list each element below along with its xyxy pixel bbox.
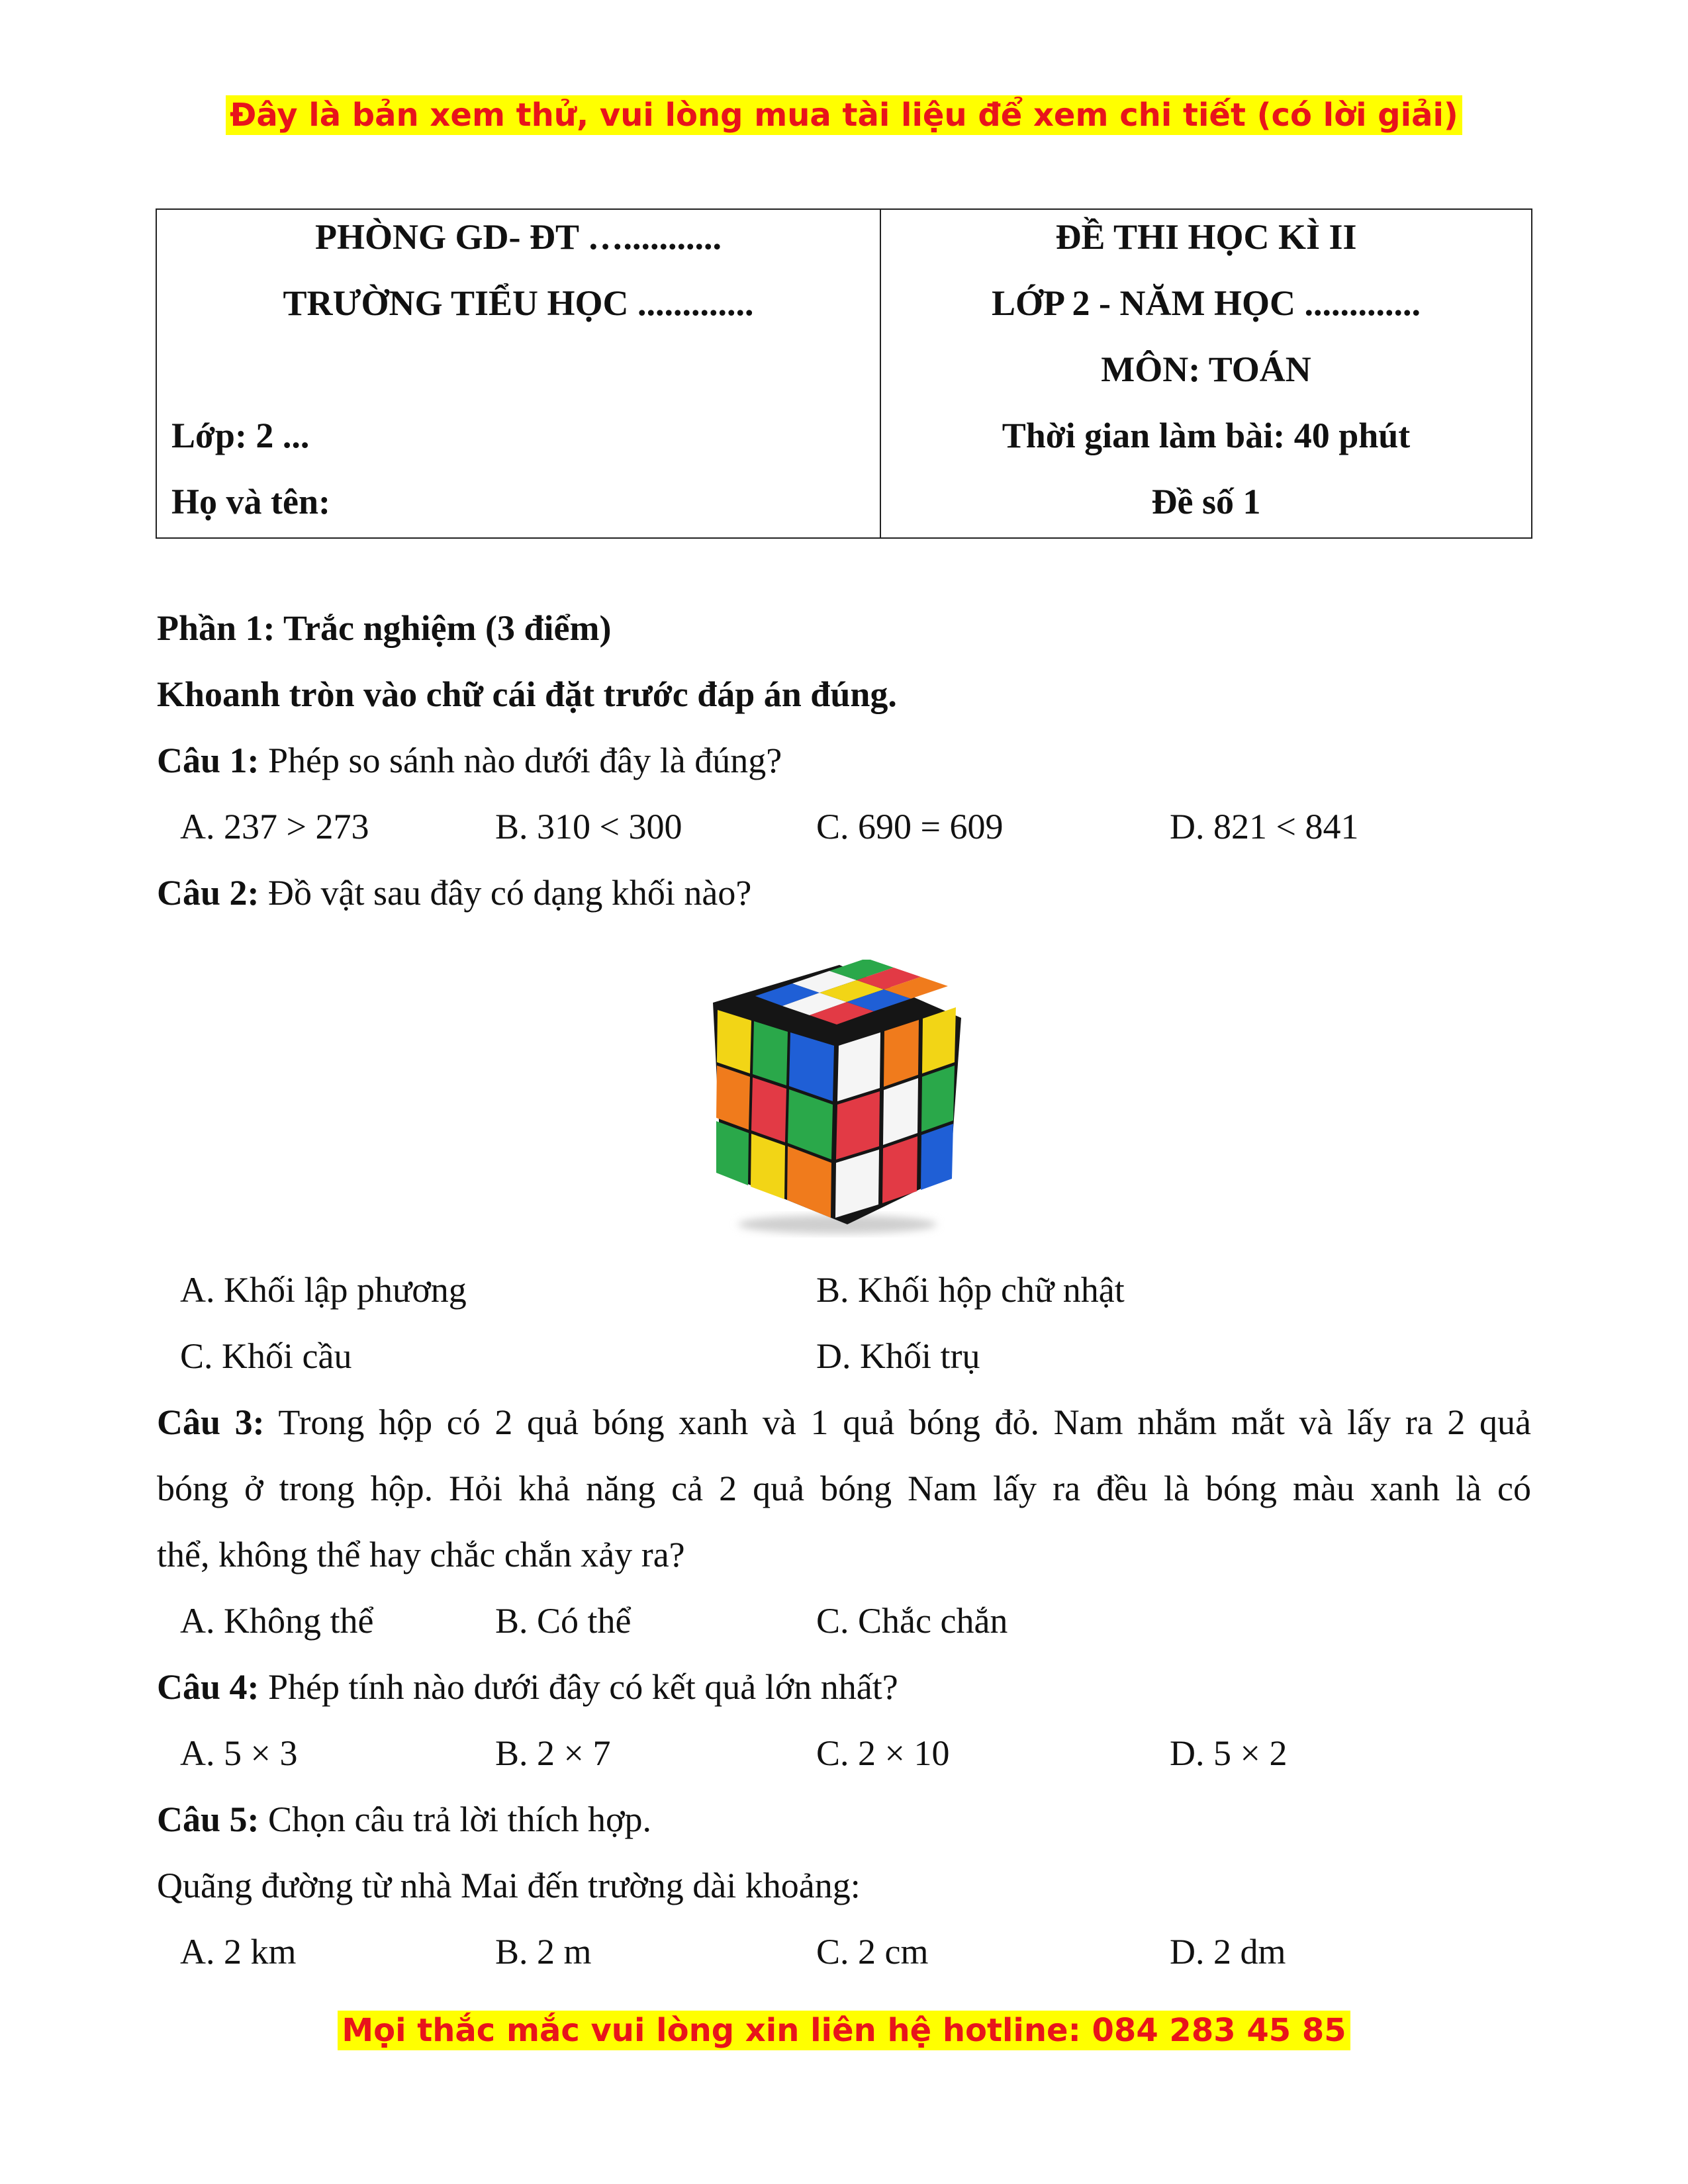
question-5: [157, 1799, 651, 1840]
q5-option-d[interactable]: D. 2 dm: [1170, 1932, 1286, 1972]
school-line: TRƯỜNG TIỂU HỌC .............: [283, 283, 754, 323]
question-text: Đồ vật sau đây có dạng khối nào?: [259, 873, 752, 913]
q5-option-a[interactable]: A. 2 km: [180, 1932, 297, 1972]
subject-line: MÔN: TOÁN: [1101, 349, 1311, 389]
q4-option-d[interactable]: D. 5 × 2: [1170, 1733, 1288, 1773]
question-2: [157, 872, 751, 913]
name-label: Họ và tên:: [171, 482, 330, 522]
q4-option-c[interactable]: C. 2 × 10: [816, 1733, 950, 1773]
q5-option-c[interactable]: C. 2 cm: [816, 1932, 929, 1972]
q1-option-c[interactable]: C. 690 = 609: [816, 807, 1004, 846]
q4-option-a[interactable]: A. 5 × 3: [180, 1733, 298, 1773]
question-4: [157, 1666, 898, 1707]
q5-option-b[interactable]: B. 2 m: [495, 1932, 592, 1972]
q1-option-a[interactable]: A. 237 > 273: [180, 807, 369, 846]
question-3-line-2: bóng ở trong hộp. Hỏi khả năng cả 2 quả bóng Nam lấy ra đều là bóng màu xanh là có: [157, 1469, 1531, 1508]
question-5-subtext: Quãng đường từ nhà Mai đến trường dài khoảng:: [157, 1866, 861, 1905]
preview-notice-text: Đây là bản xem thử, vui lòng mua tài liệu để xem chi tiết (có lời giải): [226, 95, 1462, 135]
header-right-cell: [880, 209, 1532, 538]
q2-option-d[interactable]: D. Khối trụ: [816, 1336, 980, 1376]
q3-option-c[interactable]: C. Chắc chắn: [816, 1601, 1008, 1641]
q2-option-c[interactable]: C. Khối cầu: [180, 1336, 352, 1376]
preview-notice-banner: [0, 97, 1688, 134]
question-text: Phép so sánh nào dưới đây là đúng?: [259, 741, 782, 780]
question-label: Câu 3:: [157, 1402, 265, 1442]
header-left-cell: [156, 209, 880, 538]
rubiks-cube-image: [708, 960, 966, 1238]
q1-option-b[interactable]: B. 310 < 300: [495, 807, 682, 846]
hotline-banner: [0, 2012, 1688, 2049]
grade-year-line: LỚP 2 - NĂM HỌC .............: [992, 283, 1421, 323]
question-text-line-1: Trong hộp có 2 quả bóng xanh và 1 quả bóng đỏ. Nam nhắm mắt và lấy ra 2 quả: [264, 1402, 1531, 1442]
question-3-line-3: thể, không thể hay chắc chắn xảy ra?: [157, 1535, 685, 1574]
exam-number: Đề số 1: [1151, 482, 1261, 522]
question-label: Câu 5:: [157, 1799, 259, 1839]
q3-option-a[interactable]: A. Không thể: [180, 1601, 374, 1641]
department-line: PHÒNG GD- ĐT …...........: [314, 217, 722, 257]
question-label: Câu 1:: [157, 741, 259, 780]
class-label: Lớp: 2 ...: [171, 416, 310, 455]
q2-option-b[interactable]: B. Khối hộp chữ nhật: [816, 1270, 1125, 1310]
exam-header-table: [156, 208, 1532, 539]
time-line: Thời gian làm bài: 40 phút: [1002, 416, 1411, 455]
question-3: [157, 1402, 1531, 1443]
question-text: Chọn câu trả lời thích hợp.: [259, 1799, 652, 1839]
section-instruction: Khoanh tròn vào chữ cái đặt trước đáp án đúng.: [157, 674, 897, 714]
question-label: Câu 4:: [157, 1667, 259, 1707]
question-1: [157, 740, 782, 781]
section-title: Phần 1: Trắc nghiệm (3 điểm): [157, 608, 612, 648]
q4-option-b[interactable]: B. 2 × 7: [495, 1733, 611, 1773]
exam-title: ĐỀ THI HỌC KÌ II: [1055, 217, 1357, 257]
q2-option-a[interactable]: A. Khối lập phương: [180, 1270, 467, 1310]
question-text: Phép tính nào dưới đây có kết quả lớn nhất?: [259, 1667, 898, 1707]
hotline-text: Mọi thắc mắc vui lòng xin liên hệ hotline: 084 283 45 85: [338, 2011, 1350, 2050]
q3-option-b[interactable]: B. Có thể: [495, 1601, 632, 1641]
question-label: Câu 2:: [157, 873, 259, 913]
q1-option-d[interactable]: D. 821 < 841: [1170, 807, 1359, 846]
